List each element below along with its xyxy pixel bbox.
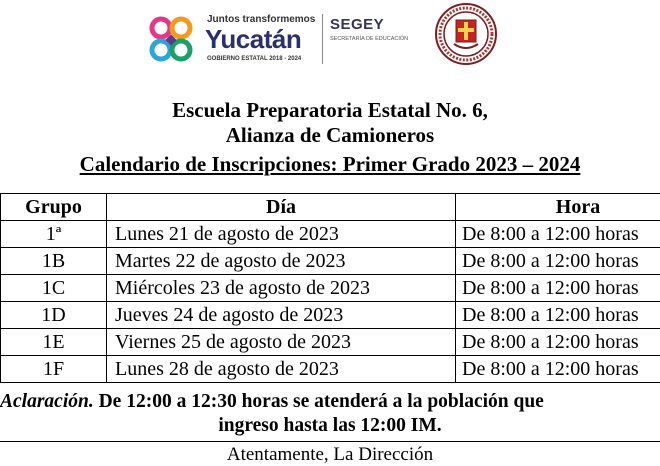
school-name: Escuela Preparatoria Estatal No. 6, — [0, 99, 660, 121]
time-cell: De 8:00 a 12:00 horas — [456, 275, 660, 302]
clarification-text: De 12:00 a 12:30 horas se atenderá a la población que — [94, 391, 544, 412]
group-cell: 1C — [1, 275, 107, 302]
header-hora: Hora — [456, 194, 660, 221]
group-cell: 1F — [1, 356, 107, 383]
group-cell: 1D — [1, 302, 107, 329]
group-cell: 1ª — [1, 221, 107, 248]
segey-name: SEGEY — [330, 16, 408, 33]
day-cell: Lunes 28 de agosto de 2023 — [107, 356, 456, 383]
signature-line: Atentamente, La Dirección — [0, 444, 660, 466]
logo-tagline: Juntos transformemos — [207, 14, 315, 25]
table-row — [1, 356, 660, 383]
day-cell: Jueves 24 de agosto de 2023 — [107, 302, 456, 329]
day-cell: Viernes 25 de agosto de 2023 — [107, 329, 456, 356]
day-cell: Miércoles 23 de agosto de 2023 — [107, 275, 456, 302]
table-header-row — [1, 194, 660, 221]
group-cell: 1B — [1, 248, 107, 275]
table-row — [1, 248, 660, 275]
group-cell: 1E — [1, 329, 107, 356]
day-cell: Martes 22 de agosto de 2023 — [107, 248, 456, 275]
school-subtitle: Alianza de Camioneros — [0, 124, 660, 146]
header-dia: Día — [107, 194, 456, 221]
time-cell: De 8:00 a 12:00 horas — [456, 356, 660, 383]
enrollment-schedule-table — [0, 193, 660, 383]
time-cell: De 8:00 a 12:00 horas — [456, 248, 660, 275]
time-cell: De 8:00 a 12:00 horas — [456, 302, 660, 329]
time-cell: De 8:00 a 12:00 horas — [456, 329, 660, 356]
table-row — [1, 221, 660, 248]
segey-logo — [330, 16, 408, 42]
clarification-label: Aclaración. — [0, 391, 94, 412]
clarification-note-line2: ingreso hasta las 12:00 IM. — [0, 414, 660, 438]
header-grupo: Grupo — [1, 194, 107, 221]
logo-state-name: Yucatán — [205, 24, 301, 55]
note-bottom-border — [0, 441, 660, 442]
table-row — [1, 302, 660, 329]
segey-subtitle: SECRETARÍA DE EDUCACIÓN — [330, 36, 408, 42]
yucatan-emblem-icon — [143, 12, 199, 68]
day-cell: Lunes 21 de agosto de 2023 — [107, 221, 456, 248]
table-row — [1, 329, 660, 356]
clarification-note — [0, 390, 660, 414]
time-cell: De 8:00 a 12:00 horas — [456, 221, 660, 248]
table-row — [1, 275, 660, 302]
logo-divider — [322, 14, 323, 64]
school-seal-icon — [434, 2, 498, 66]
yucatan-government-logo — [143, 12, 319, 68]
logo-period: GOBIERNO ESTATAL 2018 - 2024 — [207, 56, 301, 62]
calendar-title: Calendario de Inscripciones: Primer Grado 2023 – 2024 — [0, 153, 660, 175]
